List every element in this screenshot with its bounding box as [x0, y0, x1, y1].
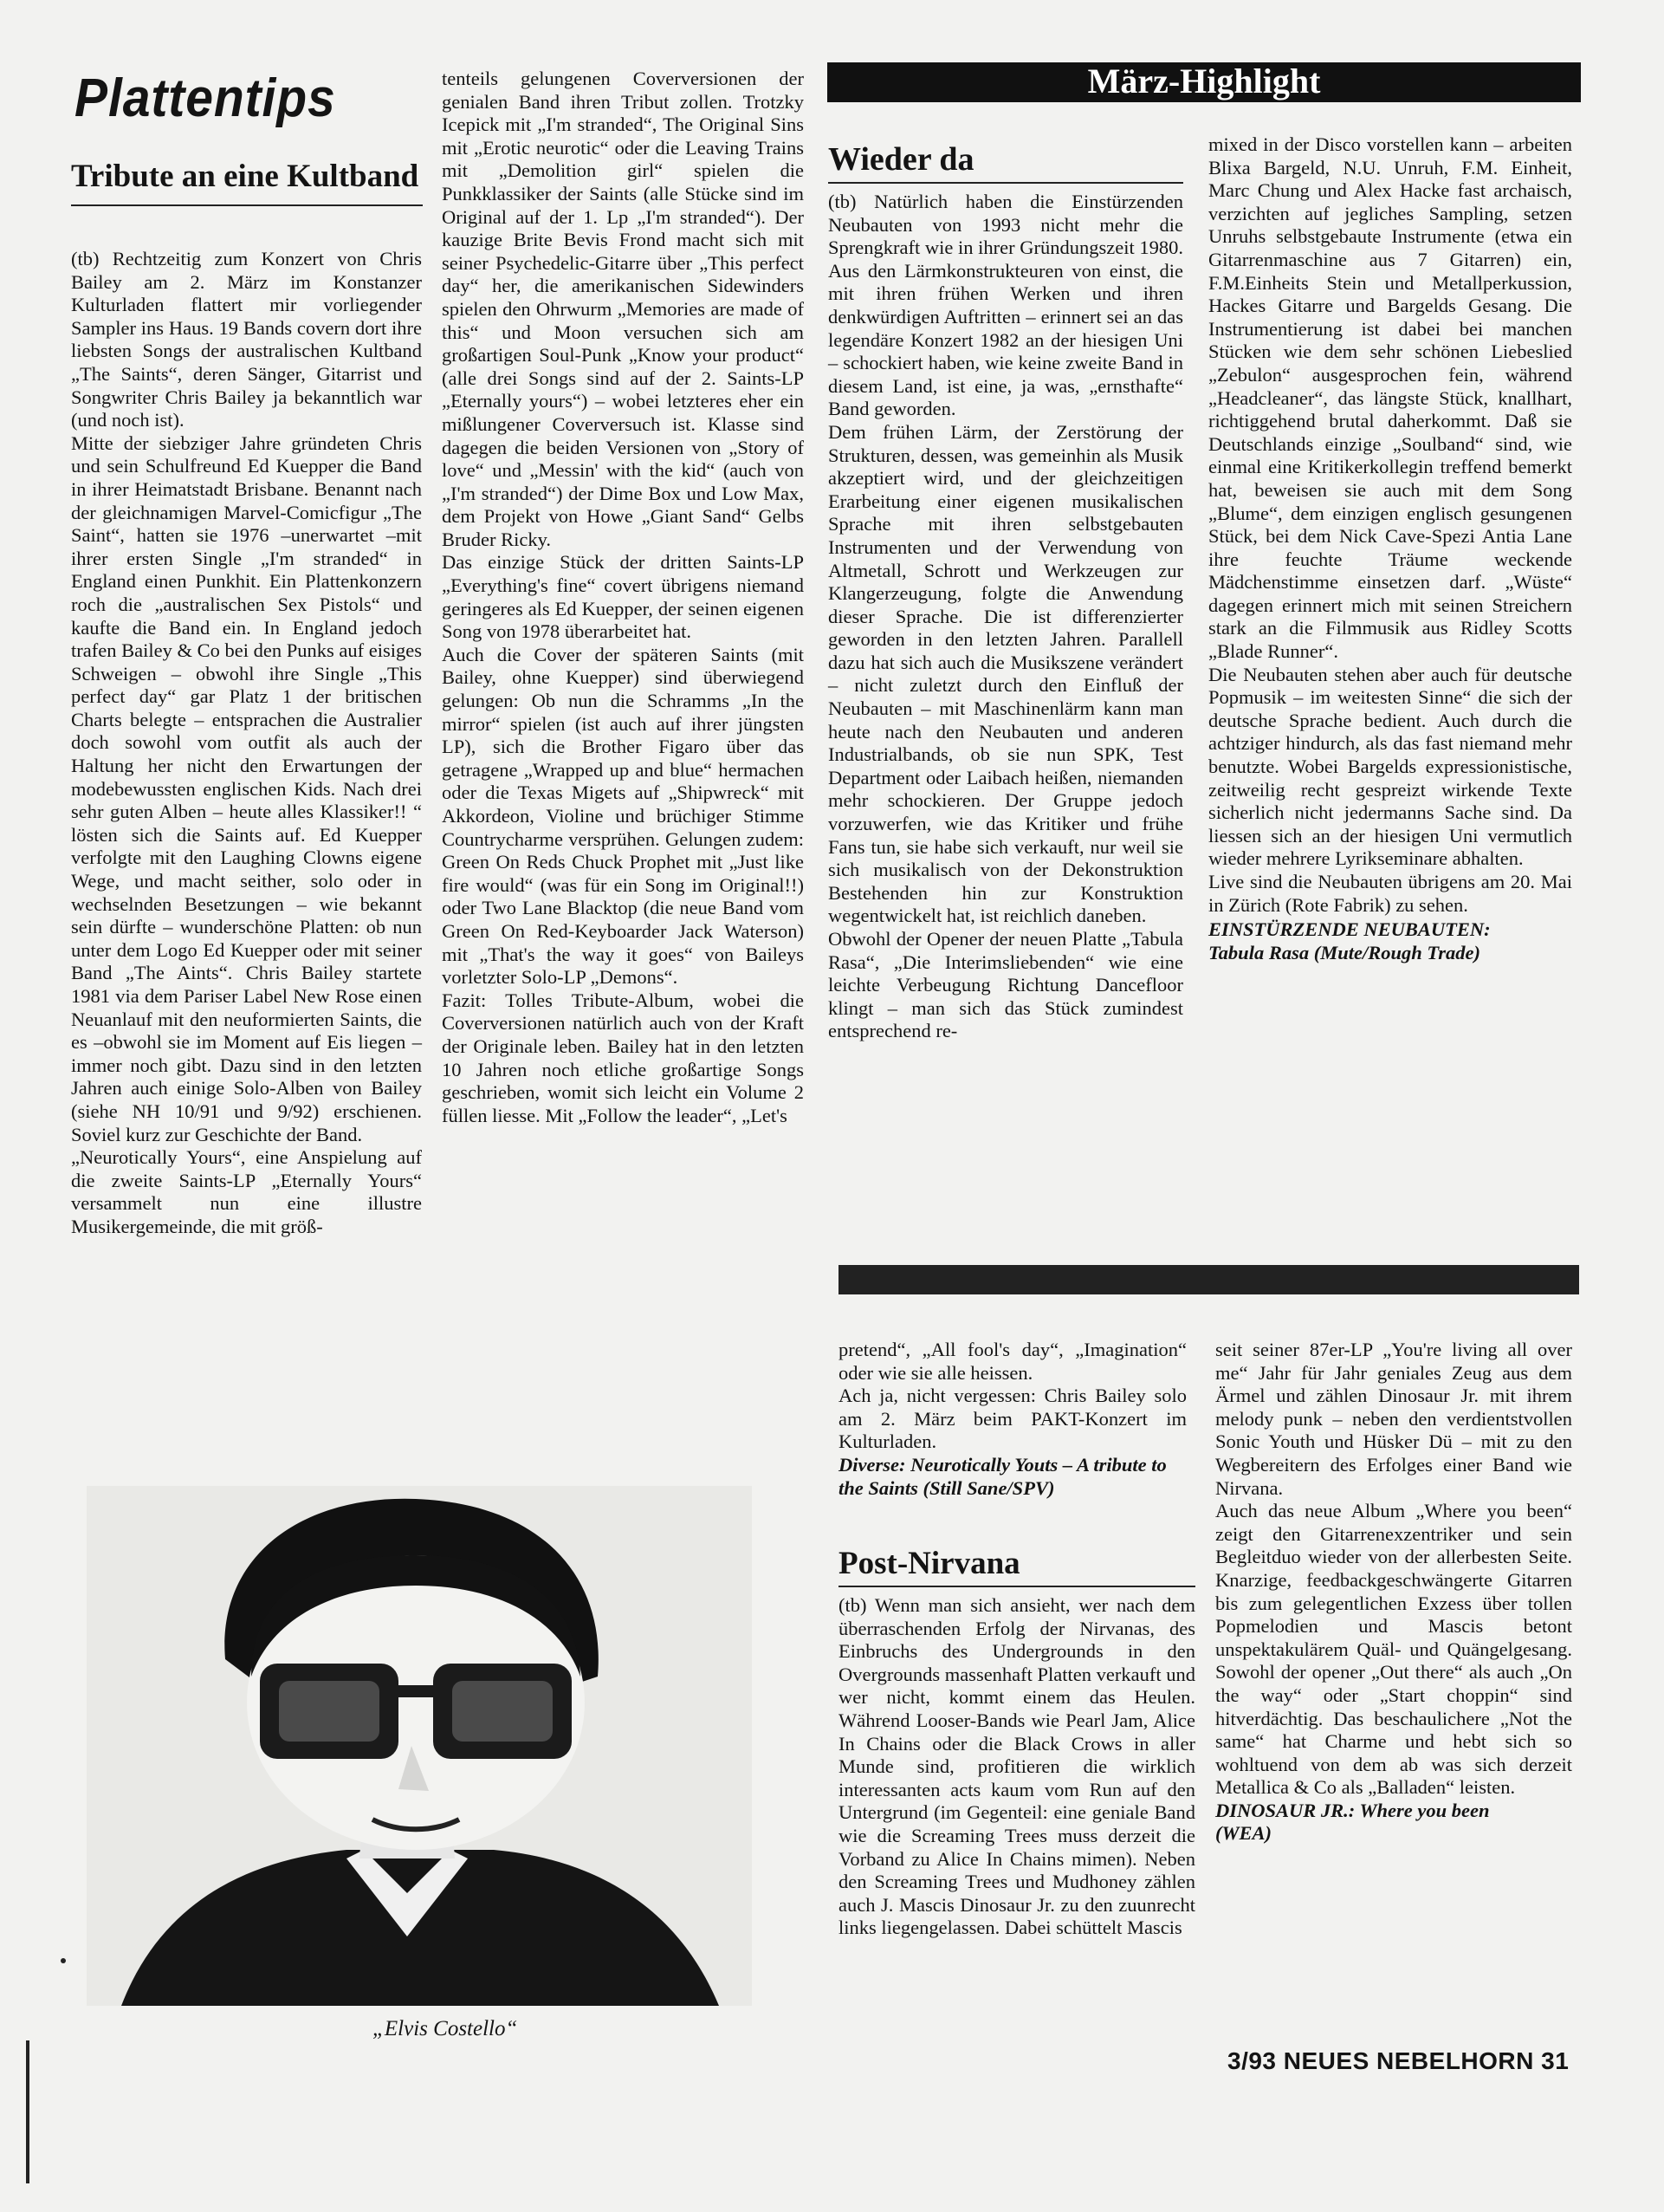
paragraph: (tb) Rechtzeitig zum Konzert von Chris Bailey am 2. März im Konstanzer Kulturladen flattert mir vorliegender Sampler ins Haus. 19 Bands covern dort ihre liebsten Songs der australischen Kultband „The Saints“, deren Sänger, Gitarrist und Songwriter Chris Bailey ja bekanntlich war (und noch ist). — [71, 248, 422, 431]
paragraph: seit seiner 87er-LP „You're living all over me“ Jahr für Jahr geniales Zeug aus dem Ärmel und zählen Dinosaur Jr. mit ihrem melody punk – neben den verdientstvollen Sonic Youth und Hüsker Dü – mit zu den Wegbereitern des Erfolges einer Band wie Nirvana. — [1215, 1339, 1572, 1499]
tribute-headline-block — [71, 154, 423, 215]
margin-dot — [61, 1958, 66, 1963]
left-margin-line — [26, 2040, 29, 2183]
highlight-credit-artist: EINSTÜRZENDE NEUBAUTEN: — [1208, 918, 1491, 941]
paragraph: pretend“, „All fool's day“, „Imagination“ oder wie sie alle heissen. — [838, 1339, 1187, 1384]
headline-rule — [838, 1586, 1195, 1587]
nirvana-headline: Post-Nirvana — [838, 1546, 1020, 1581]
paragraph: (tb) Natürlich haben die Einstürzenden Neubauten von 1993 nicht mehr die Sprengkraft wie in ihrer Gründungszeit 1980. Aus den Lärmkonstrukteuren von einst, die mit ihren frühen Werken und ihren denkwürdigen Auftritten – erinnert sei an das legendäre Konzert 1982 an der hiesigen Uni – schockiert haben, wie keine zweite Band in diesem Land, ist eine, ja was, „ernsthafte“ Band geworden. — [828, 191, 1183, 420]
paragraph: Obwohl der Opener der neuen Platte „Tabula Rasa“, „Die Interimsliebenden“ wie eine leichte Verbeugung Richtung Dancefloor klingt – man sich das Stück zumindest entsprechend re- — [828, 928, 1183, 1042]
nirvana-credit-artist: DINOSAUR JR.: Where you been — [1215, 1799, 1490, 1821]
paragraph: Die Neubauten stehen aber auch für deutsche Popmusik – im weitesten Sinne“ die sich der deutsche Sprache bedient. Auch durch die achtziger hindurch, als das fast niemand mehr benutzte. Wobei Bargelds expressionistische, zeitweilig recht gespreizt wirkende Texte sicherlich nicht jedermanns Sache sind. Da liessen sich an der hiesigen Uni vermutlich wieder mehrere Lyrikseminare abhalten. — [1208, 663, 1572, 870]
highlight-column-1 — [828, 139, 1183, 1043]
nirvana-credit-label: (WEA) — [1215, 1822, 1272, 1845]
tribute-column-2 — [442, 68, 804, 1127]
highlight-bar-title: März-Highlight — [1087, 62, 1321, 101]
paragraph: mixed in der Disco vorstellen kann – arbeiten Blixa Bargeld, N.U. Unruh, F.M. Einheit, Marc Chung und Alex Hacke fast archaisch, verzichten auf jegliches Sampling, setzen Unruhs selbstgebaute Instrumente (etwa ein Gitarrenmaschine aus 7 Gitarren) ein, F.M.Einheits Stein und Metallperkussion, Hackes Gitarre und Bargelds Gesang. Die Instrumentierung ist dabei bei manchen Stücken wie dem sehr schönen Liebeslied „Zebulon“ ausgesprochen fein, während „Headcleaner“, das längste Stück, knallhart, richtiggehend brutal daherkommt. Daß sie Deutschlands einzige „Soulband“ sind, wie einmal eine Kritikerkollegin treffend bemerkt hat, beweisen sie auch mit dem Song „Blume“, dem einzigen englisch gesungenen Stück, bei dem Nick Cave-Spezi Antia Lane ihre feuchte Träume weckende Mädchenstimme einsetzen darf. „Wüste“ dagegen erinnert mich mit seinen Streichern stark an die Filmmusik aus Ridley Scotts „Blade Runner“. — [1208, 133, 1572, 663]
tribute-column-3 — [838, 1339, 1187, 1500]
tribute-headline: Tribute an eine Kultband — [71, 159, 419, 194]
highlight-headline: Wieder da — [828, 141, 974, 178]
paragraph: Live sind die Neubauten übrigens am 20. Mai in Zürich (Rote Fabrik) zu sehen. — [1208, 871, 1572, 916]
paragraph: tenteils gelungenen Coverversionen der genialen Band ihren Tribut zollen. Trotzky Icepick mit „I'm stranded“, The Original Sins mit „Erotic neurotic“ oder die Leaving Trains mit „Demolition girl“ spielen die Punkklassiker der Saints (alle Stücke sind im Original auf der 1. Lp „I'm stranded“). Der kauzige Brite Bevis Frond macht sich mit seiner Psychedelic-Gitarre über „This perfect day“ her, die amerikanischen Sidewinders spielen den Ohrwurm „Memories are made of this“ und Moon versuchen sich am großartigen Soul-Punk „Know your product“ (alle drei Songs sind auf der 2. Saints-LP „Eternally yours“) – wobei letzteres eher ein mißlungener Coverversuch ist. Klasse sind dagegen die beiden Versionen von „Story of love“ und „Messin' with the kid“ (auch von „I'm stranded“) der Dime Box und Low Max, dem Projekt von Howe „Giant Sand“ Gelbs Bruder Ricky. — [442, 68, 804, 550]
highlight-column-2 — [1208, 133, 1572, 964]
paragraph: (tb) Wenn man sich ansieht, wer nach dem überraschenden Erfolg der Nirvanas, des Einbruchs des Undergrounds in den Overgrounds massenhaft Platten verkauft und wer nicht, kommt einem das Heulen. Während Looser-Bands wie Pearl Jam, Alice In Chains oder die Black Crows in aller Munde sind, profitieren die wirklich interessanten acts kaum vom Run auf den Untergrund (im Gegenteil: eine geniale Band wie die Screaming Trees muss derzeit die Vorband zu Alice In Chains mimen). Neben den Screaming Trees und Mudhoney zählen auch J. Mascis Dinosaur Jr. zu den zuunrecht links liegengelassen. Dabei schüttelt Mascis — [838, 1594, 1195, 1939]
section-title: Plattentips — [74, 68, 336, 128]
page-footer: 3/93 NEUES NEBELHORN 31 — [1227, 2047, 1570, 2074]
headline-rule — [71, 204, 423, 206]
paragraph: Ach ja, nicht vergessen: Chris Bailey solo am 2. März beim PAKT-Konzert im Kulturladen. — [838, 1385, 1187, 1453]
paragraph: „Neurotically Yours“, eine Anspielung auf die zweite Saints-LP „Eternally Yours“ versammelt nun eine illustre Musikergemeinde, die mit größ- — [71, 1146, 422, 1237]
headline-rule — [828, 182, 1183, 184]
nirvana-column-2 — [1215, 1339, 1572, 1845]
photo-caption: „Elvis Costello“ — [372, 2017, 518, 2040]
tribute-credit: Diverse: Neurotically Youts – A tribute to the Saints (Still Sane/SPV) — [838, 1453, 1167, 1499]
paragraph: Mitte der siebziger Jahre gründeten Chris und sein Schulfreund Ed Kuepper die Band in ihrer Heimatstadt Brisbane. Benannt nach der gleichnamigen Marvel-Comicfigur „The Saint“, hatten sie 1976 –unerwartet –mit ihrer ersten Single „I'm stranded“ in England einen Punkhit. Ein Plattenkonzern roch die „australischen Sex Pistols“ und kaufte die Band ein. In England jedoch trafen Bailey & Co bei den Punks auf eisiges Schweigen – obwohl ihre Single „This perfect day“ gar Platz 1 der britischen Charts belegte – entsprachen die Australier doch sowohl vom outfit als auch der Haltung her nicht den Erwartungen der modebewussten englischen Kids. Nach drei sehr guten Alben – heute alles Klassiker!! “ lösten sich die Saints auf. Ed Kuepper verfolgte mit den Laughing Clowns eigene Wege, und macht seither, solo oder in wechselnden Besetzungen – wie bekannt sein dürfte – wunderschöne Platten: ob nun unter dem Logo Ed Kuepper oder mit seiner Band „The Aints“. Chris Bailey startete 1981 via dem Pariser Label New Rose einen Neuanlauf mit den neuformierten Saints, die es –obwohl sie im Moment auf Eis liegen –immer noch gibt. Dazu sind in den letzten Jahren auch einige Solo-Alben von Bailey (siehe NH 10/91 und 9/92) erschienen. Soviel kurz zur Geschichte der Band. — [71, 431, 422, 1145]
elvis-costello-photo — [87, 1486, 752, 2006]
highlight-credit-album: Tabula Rasa (Mute/Rough Trade) — [1208, 941, 1481, 963]
portrait-illustration — [87, 1486, 752, 2006]
paragraph: Dem frühen Lärm, der Zerstörung der Strukturen, dessen, was gemeinhin als Musik akzeptiert wird, und der gleichzeitigen Erarbeitung einer eigenen musikalischen Sprache mit ihren selbstgebauten Instrumenten und der Verwendung von Altmetall, Schrott und Werkzeugen zur Klangerzeugung, folgte die Anwendung dieser Sprache. Die ist differenzierter geworden in den letzten Jahren. Parallell dazu hat sich auch die Musikszene verändert – nicht zuletzt durch den Einfluß der Neubauten – mit Maschinenlärm kann man heute nach den Neubauten und anderen Industrialbands, ob sie nun SPK, Test Department oder Laibach heißen, niemanden mehr schockieren. Der Gruppe jedoch vorzuwerfen, wie das Kritiker und frühe Fans tun, sie habe sich verkauft, nur weil sie sich musikalisch von der Dekonstruktion Bestehenden hin zur Konstruktion wegentwickelt hat, ist reichlich daneben. — [828, 420, 1183, 927]
paragraph: Fazit: Tolles Tribute-Album, wobei die Coverversionen natürlich auch von der Kraft der Originale leben. Bailey hat in den letzten 10 Jahren noch etliche großartige Songs geschrieben, womit sich leicht ein Volume 2 füllen liesse. Mit „Follow the leader“, „Let's — [442, 989, 804, 1126]
paragraph: Auch die Cover der späteren Saints (mit Bailey, ohne Kuepper) sind überwiegend gelungen: Ob nun die Schramms „In the mirror“ spielen (ist auch auf ihrer jüngsten LP), sich die Brother Figaro über das getragene „Wrapped up and blue“ hermachen oder die Texas Migets auf „Shipwreck“ mit Akkordeon, Violine und brüchiger Stimme Countrycharme versprühen. Gelungen zudem: Green On Reds Chuck Prophet mit „Just like fire would“ (was für ein Song im Original!!) oder Two Lane Blacktop (die neue Band vom Green On Red-Keyboarder Jack Waterson) mit „That's the way it goes“ von Baileys vorletzter Solo-LP „Demons“. — [442, 643, 804, 989]
paragraph: Auch das neue Album „Where you been“ zeigt den Gitarrenexzentriker und sein Begleitduo wieder von der allerbesten Seite. Knarzige, feedbackgeschwängerte Gitarren bis zum gelegentlichen Exzess über tollen Popmelodien und Mascis betont unspektakulärem Quäl- und Quängelgesang. Sowohl der opener „Out there“ als auch „On the way“ oder „Start choppin“ sind hitverdächtig. Das beschaulichere „Not the same“ hat Charme und hebt sich so wohltuend von dem ab was sich derzeit Metallica & Co als „Balladen“ leisten. — [1215, 1500, 1572, 1799]
highlight-bar — [827, 62, 1581, 102]
nirvana-column-1 — [838, 1544, 1195, 1940]
paragraph: Das einzige Stück der dritten Saints-LP „Everything's fine“ covert übrigens niemand geringeres als Ed Kuepper, der seinen eigenen Song von 1978 überarbeitet hat. — [442, 551, 804, 643]
divider-bar — [838, 1265, 1579, 1294]
tribute-column-1 — [71, 248, 422, 1239]
